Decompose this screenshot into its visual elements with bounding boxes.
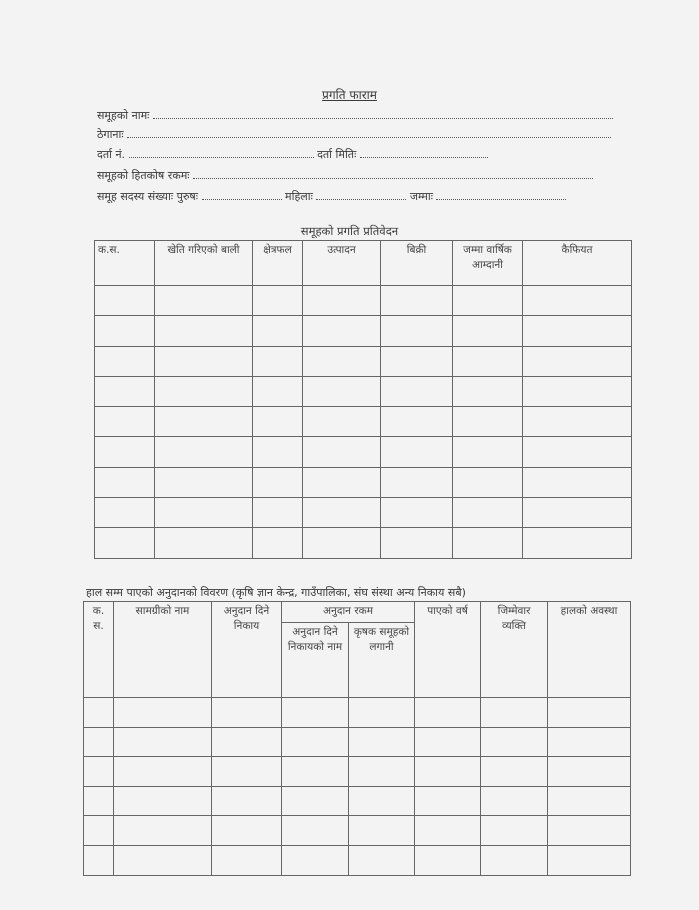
address-label: ठेगानाः (97, 128, 124, 141)
table-row (84, 757, 631, 787)
table-cell[interactable] (453, 316, 523, 346)
table-cell[interactable] (453, 437, 523, 467)
table-cell[interactable] (155, 498, 253, 528)
table-cell[interactable] (349, 816, 415, 846)
table-cell[interactable] (381, 437, 453, 467)
table-row (84, 698, 631, 728)
table-row (95, 498, 632, 528)
table-cell[interactable] (548, 727, 631, 757)
total-label: जम्माः (409, 190, 433, 203)
address-field[interactable] (127, 127, 611, 138)
table-cell[interactable] (453, 467, 523, 497)
grant-header-row-1 (84, 602, 631, 623)
table-cell[interactable] (548, 698, 631, 728)
table-cell[interactable] (253, 346, 303, 376)
grant-header-sn: क. स. (84, 602, 114, 698)
table-cell[interactable] (253, 498, 303, 528)
table-cell[interactable] (548, 757, 631, 787)
female-label: महिलाः (285, 190, 313, 203)
table-cell[interactable] (84, 816, 114, 846)
table-cell[interactable] (453, 346, 523, 376)
table-cell[interactable] (415, 845, 481, 875)
table-cell[interactable] (114, 786, 212, 816)
reg-no-label: दर्ता नं. (97, 148, 126, 161)
table-cell[interactable] (84, 757, 114, 787)
table-cell[interactable] (303, 528, 381, 558)
table-cell[interactable] (548, 816, 631, 846)
grant-table (83, 601, 631, 876)
fund-label: समूहको हितकोष रकमः (97, 169, 190, 182)
table-cell[interactable] (155, 407, 253, 437)
male-count-field[interactable] (202, 189, 282, 200)
table-cell[interactable] (523, 407, 632, 437)
header-sn: क.स. (95, 241, 155, 286)
table-cell[interactable] (303, 316, 381, 346)
reg-date-field[interactable] (360, 147, 488, 158)
header-sales: बिक्री (381, 241, 453, 286)
table-cell[interactable] (303, 467, 381, 497)
table-cell[interactable] (481, 698, 548, 728)
table-cell[interactable] (303, 437, 381, 467)
table-cell[interactable] (282, 816, 349, 846)
table-cell[interactable] (253, 437, 303, 467)
table-row (84, 727, 631, 757)
table-cell[interactable] (349, 727, 415, 757)
reg-date-label: दर्ता मितिः (317, 148, 357, 161)
table-cell[interactable] (481, 786, 548, 816)
table-cell[interactable] (548, 786, 631, 816)
table-cell[interactable] (523, 286, 632, 316)
table-cell[interactable] (95, 528, 155, 558)
table-cell[interactable] (523, 376, 632, 406)
table-cell[interactable] (212, 786, 282, 816)
table-row (84, 786, 631, 816)
female-count-field[interactable] (316, 189, 406, 200)
table-cell[interactable] (155, 467, 253, 497)
table-cell[interactable] (381, 316, 453, 346)
table-cell[interactable] (282, 698, 349, 728)
table-cell[interactable] (381, 467, 453, 497)
table-row (95, 467, 632, 497)
table-cell[interactable] (253, 407, 303, 437)
table-cell[interactable] (523, 316, 632, 346)
header-production: उत्पादन (303, 241, 381, 286)
total-count-field[interactable] (436, 189, 566, 200)
grant-table-caption: हाल सम्म पाएको अनुदानको विवरण (कृषि ज्ञान केन्द्र, गाउँपालिका, संघ संस्था अन्य निकाय सबै) (86, 586, 466, 599)
table-cell[interactable] (349, 786, 415, 816)
header-remarks: कैफियत (523, 241, 632, 286)
table-cell[interactable] (381, 407, 453, 437)
registration-row (97, 147, 488, 162)
table-cell[interactable] (381, 286, 453, 316)
table-cell[interactable] (253, 376, 303, 406)
table-cell[interactable] (95, 407, 155, 437)
group-name-row (97, 108, 613, 123)
table-cell[interactable] (481, 816, 548, 846)
table-cell[interactable] (381, 528, 453, 558)
table-cell[interactable] (253, 286, 303, 316)
table-cell[interactable] (84, 698, 114, 728)
progress-header-row (95, 241, 632, 286)
grant-header-amount-body: अनुदान दिने निकायको नाम (282, 623, 349, 698)
table-cell[interactable] (349, 845, 415, 875)
table-cell[interactable] (155, 528, 253, 558)
table-cell[interactable] (481, 757, 548, 787)
table-cell[interactable] (481, 845, 548, 875)
table-cell[interactable] (253, 467, 303, 497)
table-cell[interactable] (349, 757, 415, 787)
table-cell[interactable] (253, 316, 303, 346)
header-area: क्षेत्रफल (253, 241, 303, 286)
grant-header-responsible: जिम्मेवार व्यक्ति (481, 602, 548, 698)
members-row (97, 189, 566, 204)
group-name-label: समूहको नामः (97, 109, 150, 122)
group-name-field[interactable] (153, 108, 613, 119)
table-cell[interactable] (84, 786, 114, 816)
table-cell[interactable] (303, 376, 381, 406)
reg-no-field[interactable] (129, 147, 314, 158)
address-row (97, 127, 611, 142)
table-cell[interactable] (523, 467, 632, 497)
table-cell[interactable] (253, 528, 303, 558)
table-row (95, 437, 632, 467)
table-cell[interactable] (523, 528, 632, 558)
table-cell[interactable] (212, 845, 282, 875)
table-cell[interactable] (84, 845, 114, 875)
table-row (95, 528, 632, 558)
table-cell[interactable] (548, 845, 631, 875)
table-cell[interactable] (415, 816, 481, 846)
grant-header-year: पाएको वर्ष (415, 602, 481, 698)
fund-row (97, 168, 593, 183)
fund-field[interactable] (193, 168, 593, 179)
header-crop: खेति गरिएको बाली (155, 241, 253, 286)
grant-header-granting-body: अनुदान दिने निकाय (212, 602, 282, 698)
table-cell[interactable] (381, 498, 453, 528)
table-cell[interactable] (155, 437, 253, 467)
grant-header-amount: अनुदान रकम (282, 602, 415, 623)
table-cell[interactable] (303, 346, 381, 376)
table-row (95, 407, 632, 437)
table-row (95, 346, 632, 376)
table-cell[interactable] (212, 816, 282, 846)
table-cell[interactable] (114, 698, 212, 728)
grant-header-status: हालको अवस्था (548, 602, 631, 698)
table-row (84, 845, 631, 875)
grant-table-body (84, 698, 631, 876)
table-cell[interactable] (212, 757, 282, 787)
grant-header-material: सामग्रीको नाम (114, 602, 212, 698)
table-row (95, 286, 632, 316)
table-cell[interactable] (523, 498, 632, 528)
table-cell[interactable] (381, 376, 453, 406)
table-cell[interactable] (155, 286, 253, 316)
table-cell[interactable] (282, 786, 349, 816)
members-label: समूह सदस्य संख्याः पुरुषः (97, 190, 199, 203)
table-cell[interactable] (282, 757, 349, 787)
progress-table-caption: समूहको प्रगति प्रतिवेदन (300, 224, 399, 238)
table-cell[interactable] (155, 376, 253, 406)
table-cell[interactable] (523, 346, 632, 376)
table-row (95, 316, 632, 346)
table-cell[interactable] (114, 727, 212, 757)
table-cell[interactable] (114, 816, 212, 846)
table-cell[interactable] (212, 727, 282, 757)
table-cell[interactable] (415, 757, 481, 787)
form-title: प्रगति फाराम (322, 88, 377, 102)
table-row (84, 816, 631, 846)
table-cell[interactable] (155, 316, 253, 346)
table-row (95, 376, 632, 406)
table-cell[interactable] (95, 437, 155, 467)
table-cell[interactable] (95, 346, 155, 376)
header-annual-income: जम्मा वार्षिक आम्दानी (453, 241, 523, 286)
table-cell[interactable] (212, 698, 282, 728)
table-cell[interactable] (95, 376, 155, 406)
table-cell[interactable] (282, 727, 349, 757)
table-cell[interactable] (114, 757, 212, 787)
table-cell[interactable] (453, 286, 523, 316)
table-cell[interactable] (95, 316, 155, 346)
table-cell[interactable] (381, 346, 453, 376)
table-cell[interactable] (95, 498, 155, 528)
table-cell[interactable] (415, 786, 481, 816)
table-cell[interactable] (415, 727, 481, 757)
table-cell[interactable] (282, 845, 349, 875)
table-cell[interactable] (155, 346, 253, 376)
progress-table-body (95, 286, 632, 559)
grant-header-amount-farmer: कृषक समूहको लगानी (349, 623, 415, 698)
table-cell[interactable] (95, 467, 155, 497)
table-cell[interactable] (453, 528, 523, 558)
table-cell[interactable] (95, 286, 155, 316)
table-cell[interactable] (303, 407, 381, 437)
table-cell[interactable] (303, 498, 381, 528)
table-cell[interactable] (349, 698, 415, 728)
table-cell[interactable] (481, 727, 548, 757)
progress-table (94, 240, 632, 559)
table-cell[interactable] (453, 376, 523, 406)
table-cell[interactable] (303, 286, 381, 316)
table-cell[interactable] (453, 407, 523, 437)
table-cell[interactable] (415, 698, 481, 728)
table-cell[interactable] (114, 845, 212, 875)
table-cell[interactable] (523, 437, 632, 467)
table-cell[interactable] (84, 727, 114, 757)
table-cell[interactable] (453, 498, 523, 528)
